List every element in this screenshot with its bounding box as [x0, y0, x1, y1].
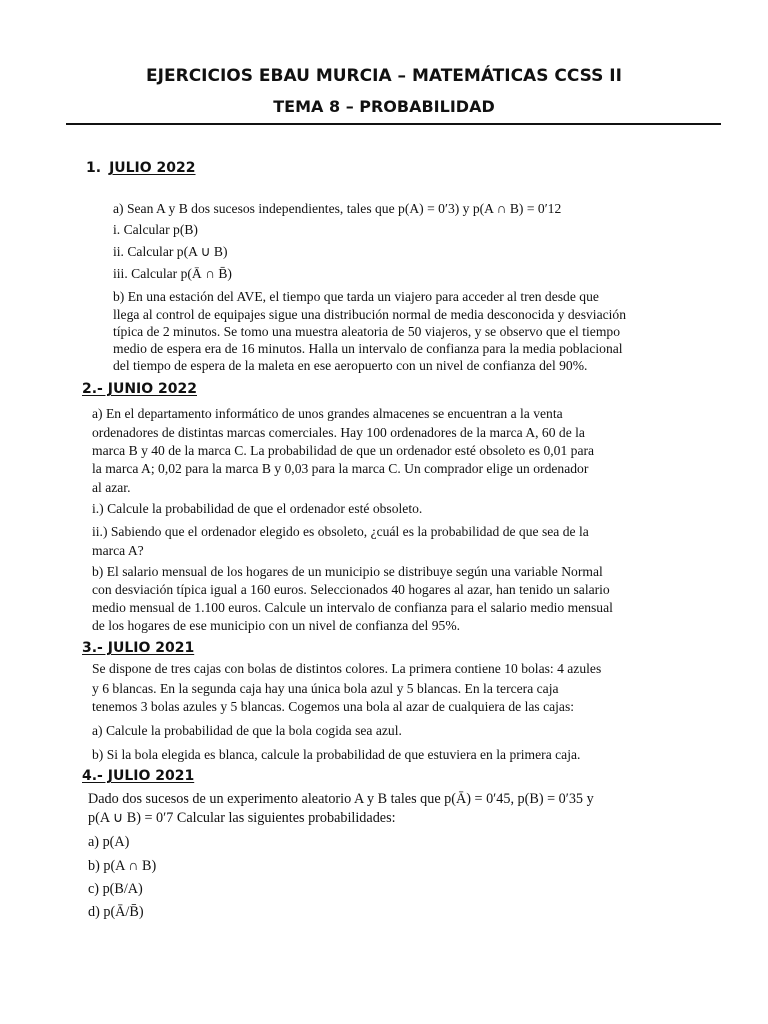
- text-line: tenemos 3 bolas azules y 5 blancas. Cogemos una bola al azar de cualquiera de las cajas:: [92, 699, 575, 714]
- section-2-heading: [82, 381, 197, 397]
- document-title: EJERCICIOS EBAU MURCIA – MATEMÁTICAS CCSS II: [146, 66, 622, 86]
- text-line: Dado dos sucesos de un experimento aleatorio A y B tales que p(Ā) = 0′45, p(B) = 0′35 y: [88, 791, 594, 807]
- text-line: ordenadores de distintas marcas comerciales. Hay 100 ordenadores de la marca A, 60 de la: [92, 425, 585, 440]
- text-line: b) Si la bola elegida es blanca, calcule la probabilidad de que estuviera en la primera caja.: [92, 747, 581, 762]
- text-line: a) En el departamento informático de unos grandes almacenes se encuentran a la venta: [92, 406, 563, 421]
- text-line: la marca A; 0,02 para la marca B y 0,03 para la marca C. Un comprador elige un ordenador: [92, 461, 589, 476]
- text-line: al azar.: [92, 480, 131, 495]
- text-line: y 6 blancas. En la segunda caja hay una única bola azul y 5 blancas. En la tercera caja: [92, 681, 559, 696]
- text-line: típica de 2 minutos. Se tomo una muestra aleatoria de 50 viajeros, y se observo que el tiempo: [113, 324, 620, 339]
- section-heading-text: 4.- JULIO 2021: [82, 768, 195, 784]
- text-line: i.) Calcule la probabilidad de que el ordenador esté obsoleto.: [92, 501, 423, 516]
- header-divider: [66, 123, 721, 125]
- text-line: con desviación típica igual a 160 euros. Seleccionados 40 hogares al azar, han tenido un salario: [92, 582, 610, 597]
- text-line: b) p(A ∩ B): [88, 858, 157, 874]
- text-line: Se dispone de tres cajas con bolas de distintos colores. La primera contiene 10 bolas: 4 azules: [92, 661, 602, 676]
- text-line: i. Calcular p(B): [113, 222, 198, 237]
- text-line: marca A?: [92, 543, 144, 558]
- text-line: a) Sean A y B dos sucesos independientes, tales que p(A) = 0′3) y p(A ∩ B) = 0′12: [113, 201, 562, 216]
- section-heading-text: 3.- JULIO 2021: [82, 640, 195, 656]
- text-line: b) En una estación del AVE, el tiempo que tarda un viajero para acceder al tren desde que: [113, 289, 599, 304]
- section-3-heading: [82, 640, 194, 656]
- text-line: de los hogares de ese municipio con un nivel de confianza del 95%.: [92, 618, 461, 633]
- text-line: ii. Calcular p(A ∪ B): [113, 244, 228, 259]
- text-line: del tiempo de espera de la maleta en ese aeropuerto con un nivel de confianza del 90%.: [113, 358, 588, 373]
- text-line: b) El salario mensual de los hogares de un municipio se distribuye según una variable Normal: [92, 564, 603, 579]
- text-line: a) Calcule la probabilidad de que la bola cogida sea azul.: [92, 723, 402, 738]
- text-line: iii. Calcular p(Ā ∩ B̄): [113, 266, 232, 281]
- section-number: 1.: [86, 160, 102, 176]
- text-line: medio de espera era de 16 minutos. Halla un intervalo de confianza para la media poblacional: [113, 341, 623, 356]
- document-subtitle: TEMA 8 – PROBABILIDAD: [273, 97, 495, 116]
- text-line: marca B y 40 de la marca C. La probabilidad de que un ordenador esté obsoleto es 0,01 para: [92, 443, 595, 458]
- section-4-heading: [82, 768, 194, 784]
- section-1-heading: [86, 160, 196, 176]
- text-line: ii.) Sabiendo que el ordenador elegido es obsoleto, ¿cuál es la probabilidad de que sea de la: [92, 524, 589, 539]
- text-line: d) p(Ā/B̄): [88, 904, 144, 920]
- text-line: a) p(A): [88, 834, 130, 850]
- text-line: c) p(B/A): [88, 881, 143, 897]
- text-line: llega al control de equipajes sigue una distribución normal de media desconocida y desviación: [113, 307, 627, 322]
- section-heading-text: JULIO 2022: [109, 160, 196, 176]
- text-line: p(A ∪ B) = 0′7 Calcular las siguientes probabilidades:: [88, 810, 396, 826]
- section-heading-text: 2.- JUNIO 2022: [82, 381, 197, 397]
- text-line: medio mensual de 1.100 euros. Calcule un intervalo de confianza para el salario medio mensual: [92, 600, 613, 615]
